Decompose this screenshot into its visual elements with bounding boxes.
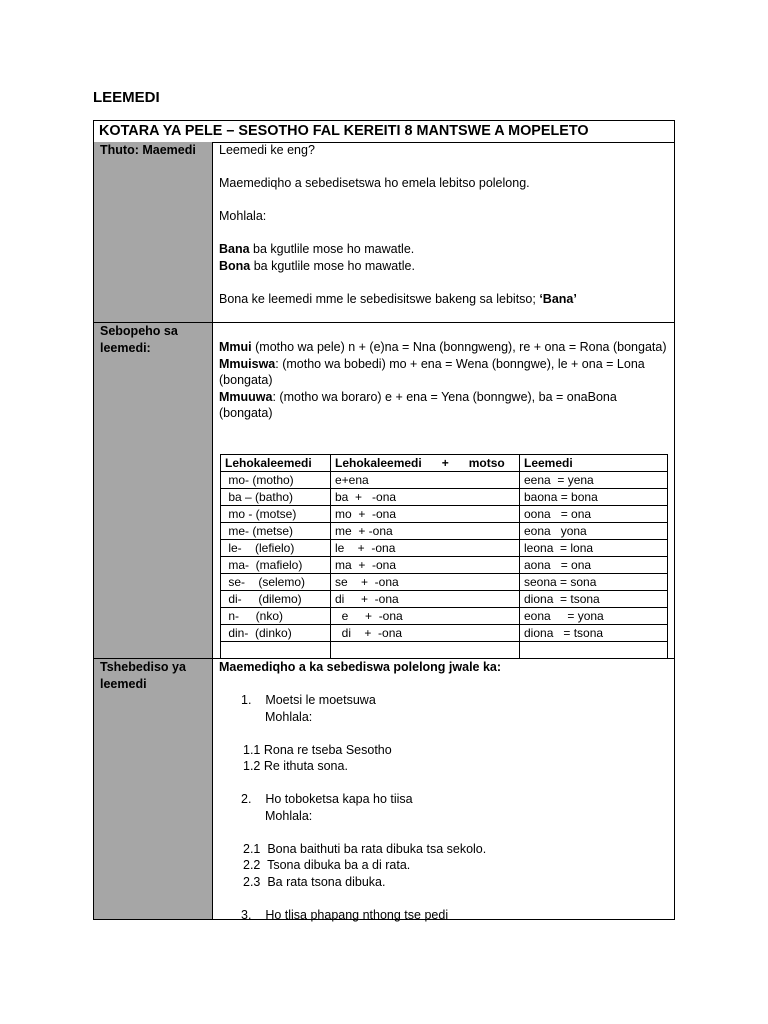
table-cell: mo- (motho): [221, 472, 331, 489]
table-cell: eona yona: [520, 523, 668, 540]
example-1: Bana ba kgutlile mose ho mawatle.: [219, 242, 415, 256]
table-cell: e+ena: [331, 472, 520, 489]
table-cell: di + -ona: [331, 591, 520, 608]
table-cell: di + -ona: [331, 625, 520, 642]
table-row: [221, 642, 668, 659]
pronoun-table: [220, 454, 668, 659]
table-cell: n- (nko): [221, 608, 331, 625]
example-label: Mohlala:: [219, 209, 267, 223]
example-label: Mohlala:: [265, 709, 313, 724]
table-cell: seona = sona: [520, 574, 668, 591]
question-text: Leemedi ke eng?: [219, 143, 315, 157]
table-row: [221, 625, 668, 642]
row-content-sebopeho: [219, 339, 671, 422]
usage-item-3: 3. Ho tlisa phapang nthong tse pedi: [241, 907, 449, 922]
table-cell: le- (lefielo): [221, 540, 331, 557]
table-cell: diona = tsona: [520, 591, 668, 608]
table-row: [221, 506, 668, 523]
sub-item-1-1: 1.1 Rona re tseba Sesotho: [243, 742, 392, 757]
table-row: [221, 591, 668, 608]
mmuuwa-line: Mmuuwa: (motho wa boraro) e + ena = Yena (bonngwe), ba = onaBona (bongata): [219, 389, 617, 420]
usage-item-1: 1. Moetsi le moetsuwa: [241, 693, 376, 707]
table-cell: me + -ona: [331, 523, 520, 540]
table-row: [221, 489, 668, 506]
usage-item-2: 2. Ho toboketsa kapa ho tiisa: [241, 792, 413, 806]
row-content-thuto: [219, 142, 671, 307]
table-cell: aona = ona: [520, 557, 668, 574]
table-row: [221, 574, 668, 591]
main-table: [93, 120, 675, 920]
example-2: Bona ba kgutlile mose ho mawatle.: [219, 258, 415, 273]
table-cell: me- (metse): [221, 523, 331, 540]
table-cell: di- (dilemo): [221, 591, 331, 608]
table-cell: leona = lona: [520, 540, 668, 557]
sub-item-2-2: 2.2 Tsona dibuka ba a di rata.: [243, 858, 411, 872]
table-cell: ma- (mafielo): [221, 557, 331, 574]
table-cell: din- (dinko): [221, 625, 331, 642]
table-row: [221, 472, 668, 489]
table-row: [221, 557, 668, 574]
table-row: [221, 608, 668, 625]
table-cell: eena = yena: [520, 472, 668, 489]
header-cell: Lehokaleemedi + motso: [331, 455, 520, 472]
table-cell: eona = yona: [520, 608, 668, 625]
table-cell: ma + -ona: [331, 557, 520, 574]
table-cell: ba – (batho): [221, 489, 331, 506]
row-content-tshebediso: [219, 659, 671, 923]
definition-text: Maemediqho a sebedisetswa ho emela lebitso polelong.: [219, 176, 530, 190]
header-cell: Lehokaleemedi: [221, 455, 331, 472]
row-label-tshebediso: Tshebediso ya leemedi: [100, 660, 186, 691]
row-label-thuto: Thuto: Maemedi: [100, 143, 196, 157]
table-cell: se + -ona: [331, 574, 520, 591]
table-cell: le + -ona: [331, 540, 520, 557]
example-label: Mohlala:: [265, 808, 313, 823]
table-cell: mo - (motse): [221, 506, 331, 523]
table-cell: oona = ona: [520, 506, 668, 523]
table-cell: se- (selemo): [221, 574, 331, 591]
mmui-line: Mmui (motho wa pele) n + (e)na = Nna (bonngweng), re + ona = Rona (bongata): [219, 340, 667, 354]
document-heading: LEEMEDI: [93, 89, 160, 106]
table-cell: diona = tsona: [520, 625, 668, 642]
note-text: Bona ke leemedi mme le sebedisitswe bakeng sa lebitso; ‘Bana’: [219, 291, 577, 306]
row-label-sebopeho: Sebopeho sa leemedi:: [100, 324, 178, 355]
table-row: [221, 523, 668, 540]
table-cell: baona = bona: [520, 489, 668, 506]
usage-intro: Maemediqho a ka sebediswa polelong jwale ka:: [219, 660, 502, 674]
table-cell: [331, 642, 520, 659]
sub-item-2-1: 2.1 Bona baithuti ba rata dibuka tsa sekolo.: [243, 841, 487, 856]
mmuiswa-line: Mmuiswa: (motho wa bobedi) mo + ena = Wena (bonngwe), le + ona = Lona (bongata): [219, 356, 645, 387]
table-cell: ba + -ona: [331, 489, 520, 506]
header-cell: Leemedi: [520, 455, 668, 472]
table-header-row: [221, 455, 668, 472]
label-column: [94, 142, 213, 919]
sub-item-2-3: 2.3 Ba rata tsona dibuka.: [243, 874, 386, 889]
table-cell: [221, 642, 331, 659]
table-cell: [520, 642, 668, 659]
table-row: [221, 540, 668, 557]
table-title: KOTARA YA PELE – SESOTHO FAL KEREITI 8 MANTSWE A MOPELETO: [94, 121, 674, 143]
sub-item-1-2: 1.2 Re ithuta sona.: [243, 759, 348, 773]
table-cell: e + -ona: [331, 608, 520, 625]
table-cell: mo + -ona: [331, 506, 520, 523]
